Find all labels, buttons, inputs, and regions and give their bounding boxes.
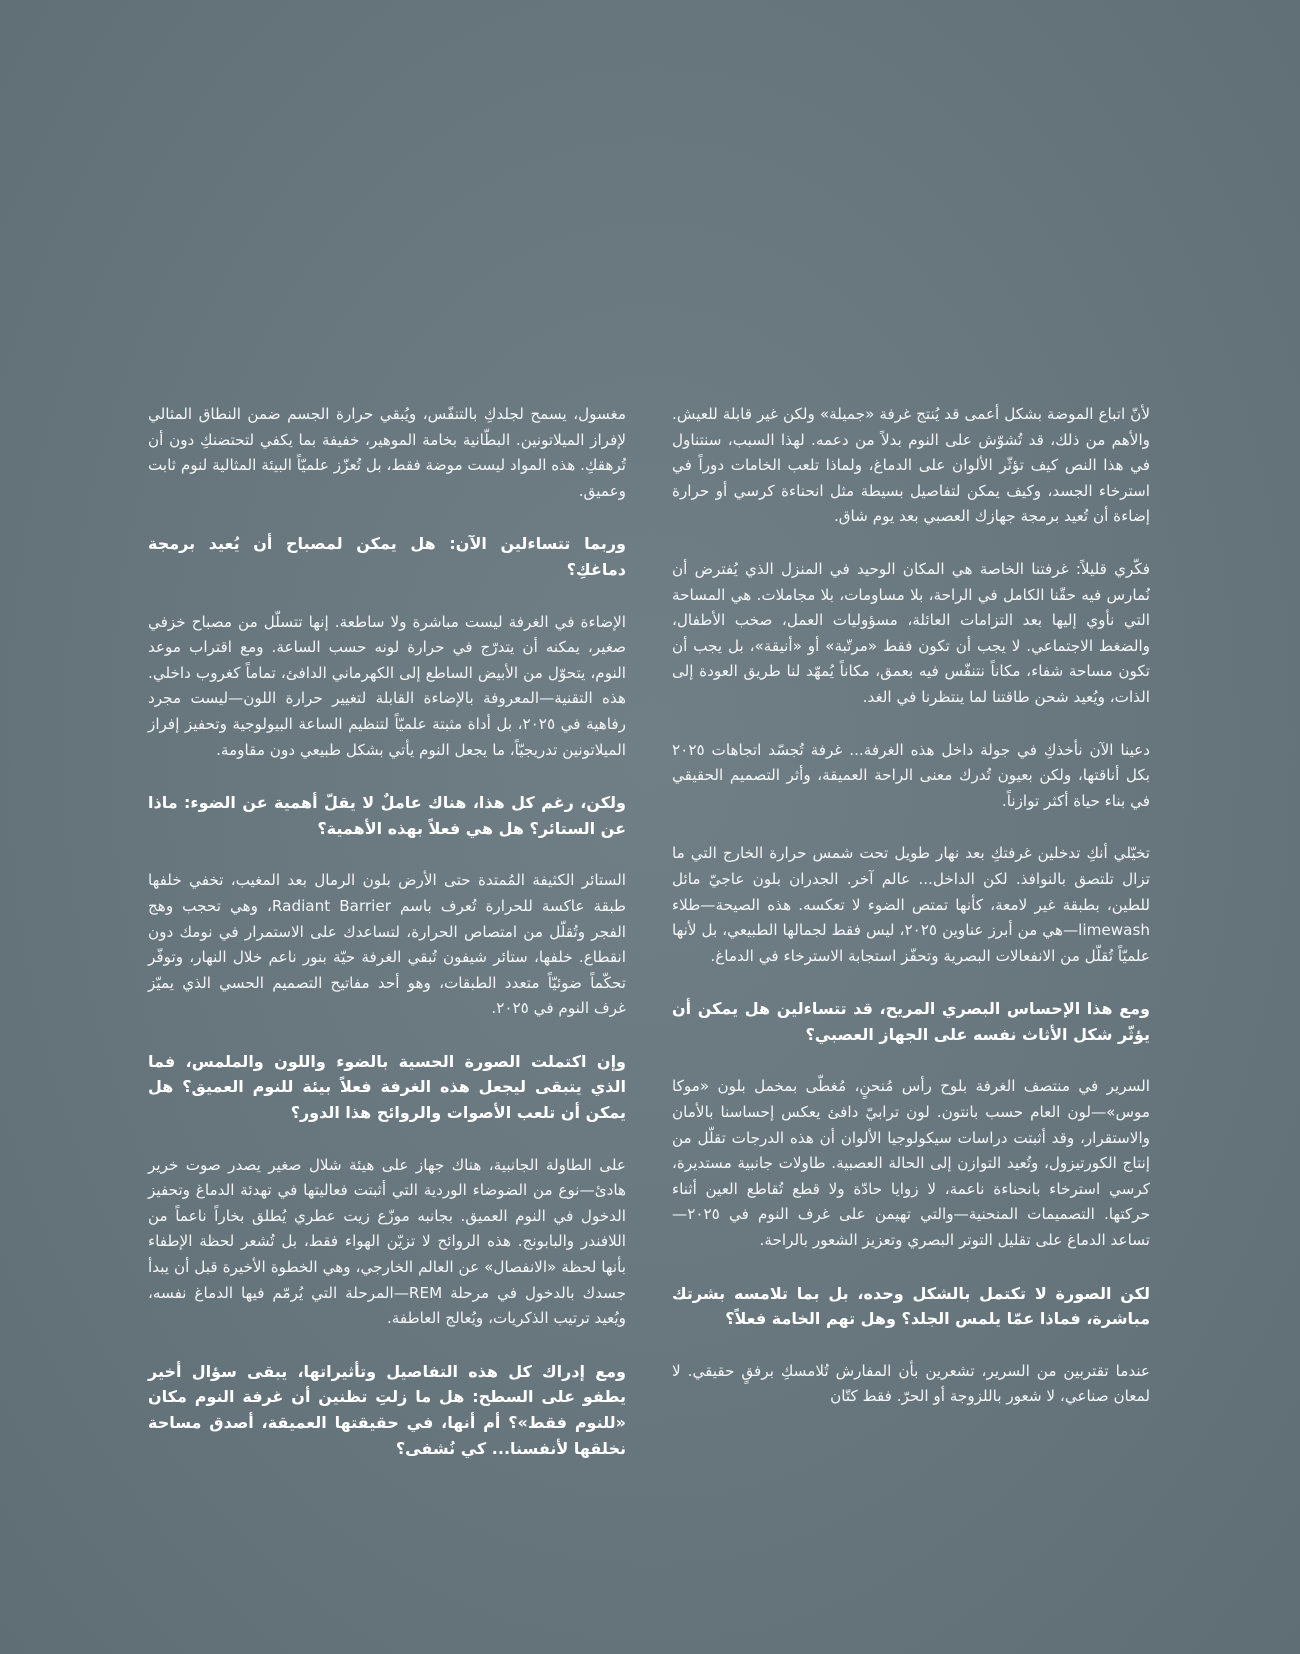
paragraph: الإضاءة في الغرفة ليست مباشرة ولا ساطعة. إنها تتسلّل من مصباح خزفي صغير، يمكنه أن يتدرّج في حرارة لونه حسب الساعة. ومع اقتراب موعد النوم، يتحوّل من الأبيض الساطع إلى الكهرماني الدافئ، تماماً كغروب داخلي. هذه التقنية—المعروفة بالإضاءة القابلة لتغيير حرارة اللون—ليست مجرد رفاهية في ٢٠٢٥، بل أداة مثبتة علميّاً لتنظيم الساعة البيولوجية وتحفيز إفراز الميلاتونين تدريجيّاً، ما يجعل النوم يأتي بشكل طبيعي دون مقاومة. xyxy=(148,612,627,759)
magazine-page xyxy=(0,402,1300,1632)
question-heading: ولكن، رغم كل هذا، هناك عاملٌ لا يقلّ أهمية عن الضوء: ماذا عن الستائر؟ هل هي فعلاً بهذه الأهمية؟ xyxy=(148,793,626,838)
question-heading: لكن الصورة لا تكتمل بالشكل وحده، بل بما تلامسه بشرتك مباشرة، فماذا عمّا يلمس الجلد؟ وهل تهم الخامة فعلاً؟ xyxy=(672,1283,1150,1329)
paragraph: الستائر الكثيفة المُمتدة حتى الأرض بلون الرمال بعد المغيب، تخفي خلفها طبقة عاكسة للحرارة تُعرف باسم Radiant Barrier، وهي تحجب وهج الفجر وتُقلّل من امتصاص الحرارة، لتساعدك على الاستمرار في نومك دون انقطاع. خلفها، ستائر شيفون تُبقي الغرفة حيّة بنور ناعم خلال النهار، وتوفّر تحكّماً ضوئيّاً متعدد الطبقات، وهو أحد مفاتيح التصميم الحسي الذي يميّز غرف النوم في ٢٠٢٥. xyxy=(148,871,627,1018)
article-column-right xyxy=(672,402,1150,1410)
question-heading: وربما تتساءلين الآن: هل يمكن لمصباح أن يُعيد برمجة دماغكِ؟ xyxy=(148,534,626,579)
paragraph: لأنّ اتباع الموضة بشكل أعمى قد يُنتج غرفة «جميلة» ولكن غير قابلة للعيش. والأهم من ذلك، قد تُشوّش على النوم بدلاً من دعمه. لهذا السبب، سنتناول في هذا النص كيف تؤثّر الألوان على الدماغ، ولماذا تلعب الخامات دوراً في استرخاء الجسد، وكيف يمكن لتفاصيل بسيطة مثل انحناءة كرسي أو حرارة إضاءة أن تُعيد برمجة جهازك العصبي بعد يوم شاق. xyxy=(672,405,1150,526)
article-column-left xyxy=(148,402,626,1488)
paragraph: تخيّلي أنكِ تدخلين غرفتكِ بعد نهار طويل تحت شمس حرارة الخارج التي ما تزال تلتصق بالنوافذ. لكن الداخل... عالم آخر. الجدران بلون عاجيّ مائل للطين، بطبقة غير لامعة، كأنها تمتص الضوء لا تعكسه. هذه الصيحة—طلاء limewash—هي من أبرز عناوين ٢٠٢٥، ليس فقط لجمالها الطبيعي، بل لأنها علميّاً تُقلّل من الانفعالات البصرية وتحفّز استجابة الاسترخاء في الدماغ. xyxy=(672,844,1151,965)
paragraph: مغسول، يسمح لجلدكِ بالتنفّس، ويُبقي حرارة الجسم ضمن النطاق المثالي لإفراز الميلاتونين. البطّانية بخامة الموهير، خفيفة بما يكفي لتحتضنكِ دون أن تُرهقكِ. هذه المواد ليست موضة فقط، بل تُعزّز علميّاً البيئة المثالية لنوم ثابت وعميق. xyxy=(148,405,626,500)
paragraph: على الطاولة الجانبية، هناك جهاز على هيئة شلال صغير يصدر صوت خرير هادئ—نوع من الضوضاء الوردية التي أثبتت فعاليتها في تهدئة الدماغ وتحفيز الدخول في النوم العميق. بجانبه موزّع زيت عطري يُطلق بخاراً ناعماً من اللافندر والبابونج. هذه الروائح لا تزيّن الهواء فقط، بل تُشعر لحظة الإطفاء بأنها لحظة «الانفصال» عن العالم الخارجي، وهي الخطوة الأخيرة قبل أن يبدأ جسدك بالدخول في مرحلة REM—المرحلة التي يُرمّم فيها الدماغ نفسه، ويُعيد ترتيب الذكريات، ويُعالج العاطفة. xyxy=(148,1155,627,1328)
paragraph: السرير في منتصف الغرفة بلوح رأس مُنحنٍ، مُغطّى بمخمل بلون «موكا موس»—لون العام حسب بانتون. لون ترابيّ دافئ يعكس إحساسنا بالأمان والاستقرار، وقد أثبتت دراسات سيكولوجيا الألوان أن هذه الدرجات تقلّل من إنتاج الكورتيزول، وتُعيد التوازن إلى الحالة العصبية. طاولات جانبية مستديرة، كرسي استرخاء بانحناءة ناعمة، لا زوايا حادّة ولا قطع تُقاطع العين أثناء حركتها. التصميمات المنحنية—والتي تهيمن على غرف النوم في ٢٠٢٥—تساعد الدماغ على تقليل التوتر البصري وتعزيز الشعور بالراحة. xyxy=(672,1077,1150,1250)
paragraph: فكّري قليلاً: غرفتنا الخاصة هي المكان الوحيد في المنزل الذي يُفترض أن نُمارس فيه حقّنا الكامل في الراحة، بلا مساومات، بلا مجاملات. هي المساحة التي نأوي إليها بعد التزامات العائلة، مسؤوليات العمل، صخب الأطفال، والضغط الاجتماعي. لا يجب أن تكون فقط «مرتّبة» أو «أنيقة»، بل يجب أن تكون مساحة شفاء، مكاناً نتنفّس فيه بعمق، مكاناً يُمهّد لنا طريق العودة إلى الذات، ويُعيد شحن طاقتنا لما ينتظرنا في الغد. xyxy=(672,559,1150,706)
question-heading: ومع إدراك كل هذه التفاصيل وتأثيراتها، يبقى سؤال أخير يطفو على السطح: هل ما زلتِ تظنين أن غرفة النوم مكان «للنوم فقط»؟ أم أنها، في حقيقتها العميقة، أصدق مساحة نخلقها لأنفسنا... كي نُشفى؟ xyxy=(148,1361,626,1458)
paragraph: عندما تقتربين من السرير، تشعرين بأن المفارش تُلامسكِ برفقٍ حقيقي. لا لمعان صناعي، لا شعور باللزوجة أو الحرّ. فقط كتّان xyxy=(672,1361,1150,1406)
paragraph: دعينا الآن نأخذكِ في جولة داخل هذه الغرفة... غرفة تُجسّد اتجاهات ٢٠٢٥ بكل أناقتها، ولكن بعيون تُدرك معنى الراحة العميقة، وأثر التصميم الحقيقي في بناء حياة أكثر توازناً. xyxy=(672,740,1150,810)
question-heading: وإن اكتملت الصورة الحسية بالضوء واللون والملمس، فما الذي يتبقى ليجعل هذه الغرفة فعلاً بيئة للنوم العميق؟ هل يمكن أن تلعب الأصوات والروائح هذا الدور؟ xyxy=(148,1051,626,1123)
question-heading: ومع هذا الإحساس البصري المريح، قد تتساءلين هل يمكن أن يؤثّر شكل الأثاث نفسه على الجهاز العصبي؟ xyxy=(672,999,1150,1044)
